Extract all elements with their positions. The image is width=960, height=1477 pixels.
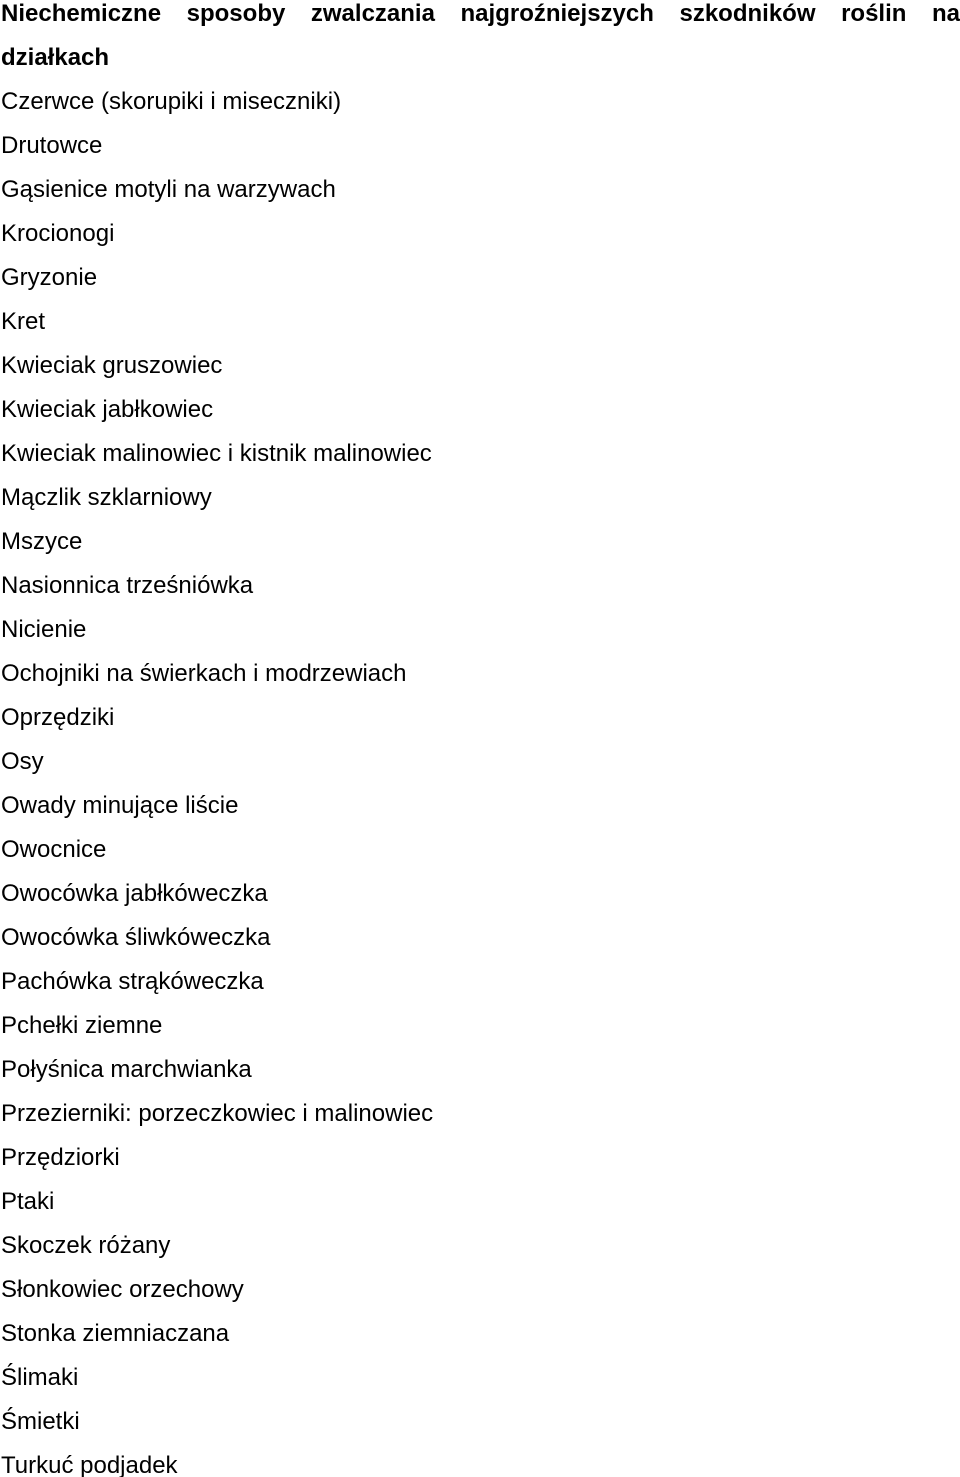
document-title: Niechemiczne sposoby zwalczania najgroźniejszych szkodników roślin na działkach — [1, 0, 960, 71]
list-item: Oprzędziki — [1, 704, 115, 731]
list-item: Gąsienice motyli na warzywach — [1, 176, 336, 203]
list-item: Pachówka strąkóweczka — [1, 968, 264, 995]
list-item: Słonkowiec orzechowy — [1, 1276, 244, 1303]
list-item: Osy — [1, 748, 44, 775]
list-item: Kret — [1, 308, 46, 335]
list-item: Ślimaki — [1, 1364, 79, 1391]
list-item: Kwieciak gruszowiec — [1, 352, 223, 379]
list-item: Stonka ziemniaczana — [1, 1320, 230, 1347]
list-item: Pchełki ziemne — [1, 1012, 163, 1039]
list-item: Ptaki — [1, 1188, 55, 1215]
list-item: Skoczek różany — [1, 1232, 171, 1259]
list-item: Owocnice — [1, 836, 107, 863]
list-item: Nasionnica trześniówka — [1, 572, 254, 599]
list-item: Owocówka jabłkóweczka — [1, 880, 268, 907]
list-item: Mączlik szklarniowy — [1, 484, 212, 511]
list-item: Mszyce — [1, 528, 83, 555]
list-item: Owocówka śliwkóweczka — [1, 924, 271, 951]
list-item: Śmietki — [1, 1408, 80, 1435]
list-item: Przędziorki — [1, 1144, 120, 1171]
list-item: Czerwce (skorupiki i miseczniki) — [1, 88, 342, 115]
list-item: Gryzonie — [1, 264, 98, 291]
list-item: Krocionogi — [1, 220, 115, 247]
list-item: Połyśnica marchwianka — [1, 1056, 252, 1083]
list-item: Drutowce — [1, 132, 103, 159]
list-item: Ochojniki na świerkach i modrzewiach — [1, 660, 407, 687]
list-item: Turkuć podjadek — [1, 1452, 178, 1477]
list-item: Przezierniki: porzeczkowiec i malinowiec — [1, 1100, 434, 1127]
list-item: Nicienie — [1, 616, 87, 643]
list-item: Owady minujące liście — [1, 792, 239, 819]
list-item: Kwieciak jabłkowiec — [1, 396, 214, 423]
pest-list — [1, 80, 960, 1477]
list-item: Kwieciak malinowiec i kistnik malinowiec — [1, 440, 432, 467]
